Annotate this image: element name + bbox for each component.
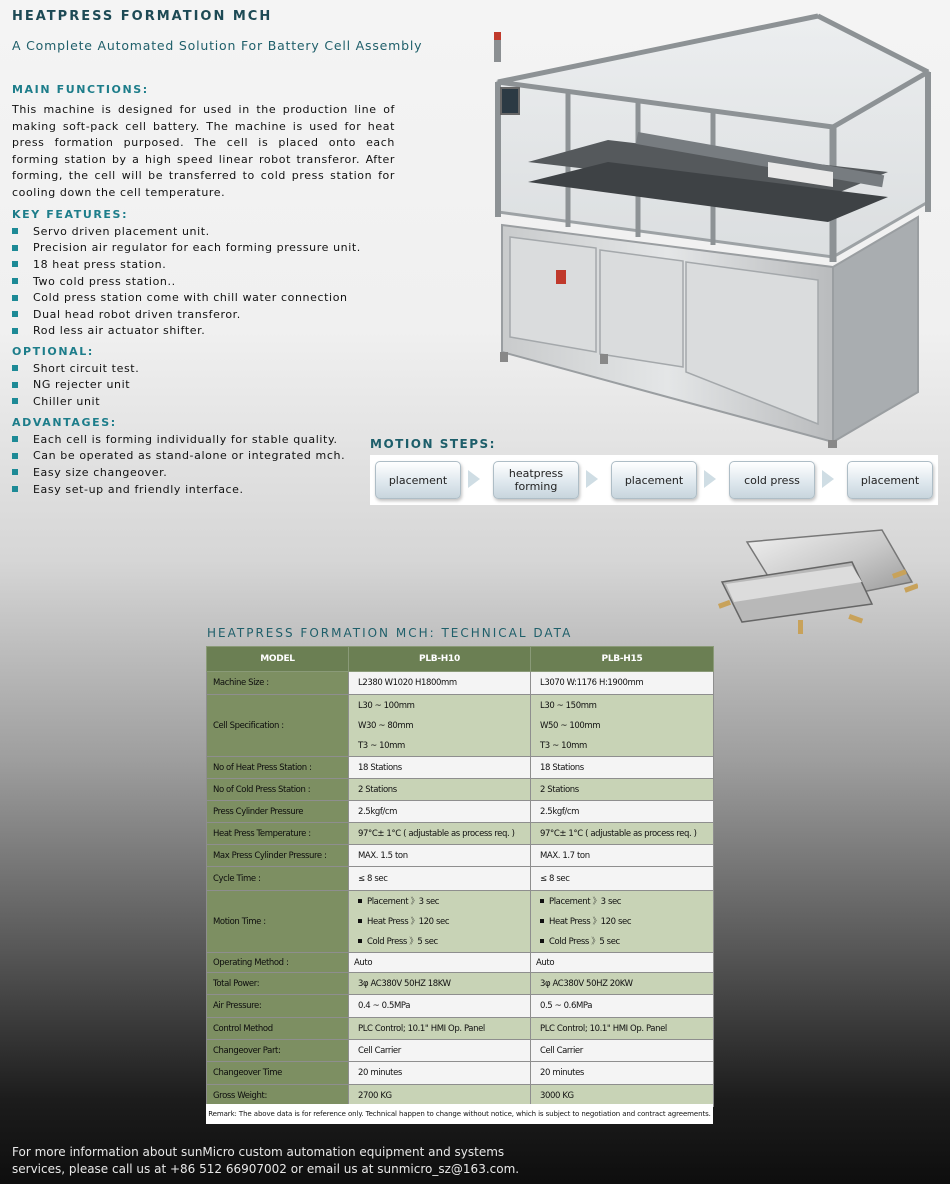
optional-heading: OPTIONAL:: [12, 345, 94, 358]
footer-contact: [12, 1144, 552, 1178]
machine-photo: [488, 12, 940, 448]
bullet-icon: [12, 365, 18, 371]
bullet-icon: [540, 939, 544, 943]
technical-data-heading: HEATPRESS FORMATION MCH: TECHNICAL DATA: [207, 626, 573, 640]
table-row: Control Method PLC Control; 10.1" HMI Op. Panel PLC Control; 10.1" HMI Op. Panel: [207, 1018, 714, 1040]
list-item: Easy size changeover.: [12, 464, 345, 481]
step-placement-2: placement: [611, 461, 697, 499]
table-row: Heat Press Temperature : 97°C± 1°C ( adjustable as process req. ) 97°C± 1°C ( adjustable as process req. ): [207, 823, 714, 845]
list-item: Precision air regulator for each forming pressure unit.: [12, 240, 361, 257]
table-row: No of Heat Press Station : 18 Stations 18 Stations: [207, 757, 714, 779]
table-row: Total Power: 3φ AC380V 50HZ 18KW 3φ AC380V 50HZ 20KW: [207, 973, 714, 995]
bullet-icon: [358, 939, 362, 943]
step-heatpress-forming: heatpress forming: [493, 461, 579, 499]
advantages-list: [12, 431, 345, 497]
bullet-icon: [358, 919, 362, 923]
list-item: Two cold press station..: [12, 273, 361, 290]
optional-list: [12, 360, 139, 410]
step-placement-1: placement: [375, 461, 461, 499]
bullet-icon: [12, 328, 18, 334]
bullet-icon: [540, 919, 544, 923]
advantages-heading: ADVANTAGES:: [12, 416, 117, 429]
column-header: PLB-H10: [349, 647, 531, 672]
list-item: Rod less air actuator shifter.: [12, 323, 361, 340]
step-cold-press: cold press: [729, 461, 815, 499]
bullet-icon: [12, 486, 18, 492]
list-item: NG rejecter unit: [12, 377, 139, 394]
table-row: Cycle Time : ≤ 8 sec ≤ 8 sec: [207, 867, 714, 891]
bullet-icon: [12, 398, 18, 404]
table-row: Motion Time : Placement 》3 sec Heat Press 》120 sec Cold Press 》5 sec Placement 》3 sec Heat Press 》120 sec Cold Press 》5 sec: [207, 891, 714, 953]
bullet-icon: [540, 899, 544, 903]
list-item: Can be operated as stand-alone or integrated mch.: [12, 448, 345, 465]
arrow-right-icon: [586, 470, 598, 488]
list-item: Each cell is forming individually for stable quality.: [12, 431, 345, 448]
footer-line: For more information about sunMicro custom automation equipment and systems: [12, 1145, 505, 1159]
page-title: HEATPRESS FORMATION MCH: [12, 9, 273, 24]
main-functions-heading: MAIN FUNCTIONS:: [12, 83, 149, 96]
bullet-icon: [12, 228, 18, 234]
key-features-heading: KEY FEATURES:: [12, 208, 129, 221]
list-item: Short circuit test.: [12, 360, 139, 377]
table-remark: Remark: The above data is for reference only. Technical happen to change without notice, which is subject to negotiation and contract agreements.: [206, 1104, 713, 1124]
battery-cells-photo: [712, 522, 918, 642]
motion-steps-flow: [370, 455, 938, 505]
motion-steps-heading: MOTION STEPS:: [370, 437, 496, 451]
list-item: Dual head robot driven transferor.: [12, 306, 361, 323]
table-row: Air Pressure: 0.4 ~ 0.5MPa 0.5 ~ 0.6MPa: [207, 995, 714, 1018]
bullet-icon: [12, 278, 18, 284]
list-item: Servo driven placement unit.: [12, 223, 361, 240]
table-row: Max Press Cylinder Pressure : MAX. 1.5 ton MAX. 1.7 ton: [207, 845, 714, 867]
key-features-list: [12, 223, 361, 339]
arrow-right-icon: [822, 470, 834, 488]
column-header: PLB-H15: [531, 647, 714, 672]
list-item: Chiller unit: [12, 393, 139, 410]
table-row: Gross Weight: 2700 KG 3000 KG: [207, 1085, 714, 1107]
technical-data-table: [206, 646, 714, 1107]
main-functions-text: This machine is designed for used in the production line of making soft-pack cell battery. The machine is used for heat press formation purposed. The cell is placed onto each forming station by a high speed linear robot transferor. After forming, the cell will be transferred to cold press station for cooling down the cell temperature.: [12, 103, 395, 199]
table-row: Press Cylinder Pressure 2.5kgf/cm 2.5kgf/cm: [207, 801, 714, 823]
footer-line: services, please call us at +86 512 66907002 or email us at sunmicro_sz@163.com.: [12, 1162, 520, 1176]
bullet-icon: [358, 899, 362, 903]
table-row: Cell Specification : L30 ~ 100mm W30 ~ 80mm T3 ~ 10mm L30 ~ 150mm W50 ~ 100mm T3 ~ 10mm: [207, 695, 714, 757]
table-row: Changeover Part: Cell Carrier Cell Carrier: [207, 1040, 714, 1062]
bullet-icon: [12, 436, 18, 442]
bullet-icon: [12, 453, 18, 459]
bullet-icon: [12, 469, 18, 475]
page-subtitle: A Complete Automated Solution For Battery Cell Assembly: [12, 38, 423, 53]
bullet-icon: [12, 245, 18, 251]
arrow-right-icon: [468, 470, 480, 488]
list-item: Cold press station come with chill water connection: [12, 289, 361, 306]
table-row: Operating Method : Auto Auto: [207, 953, 714, 973]
column-header: MODEL: [207, 647, 349, 672]
bullet-icon: [12, 261, 18, 267]
step-placement-3: placement: [847, 461, 933, 499]
arrow-right-icon: [704, 470, 716, 488]
list-item: Easy set-up and friendly interface.: [12, 481, 345, 498]
table-row: Machine Size : L2380 W1020 H1800mm L3070 W:1176 H:1900mm: [207, 672, 714, 695]
list-item: 18 heat press station.: [12, 256, 361, 273]
bullet-icon: [12, 382, 18, 388]
bullet-icon: [12, 311, 18, 317]
table-row: No of Cold Press Station : 2 Stations 2 Stations: [207, 779, 714, 801]
bullet-icon: [12, 295, 18, 301]
table-row: Changeover Time 20 minutes 20 minutes: [207, 1062, 714, 1085]
